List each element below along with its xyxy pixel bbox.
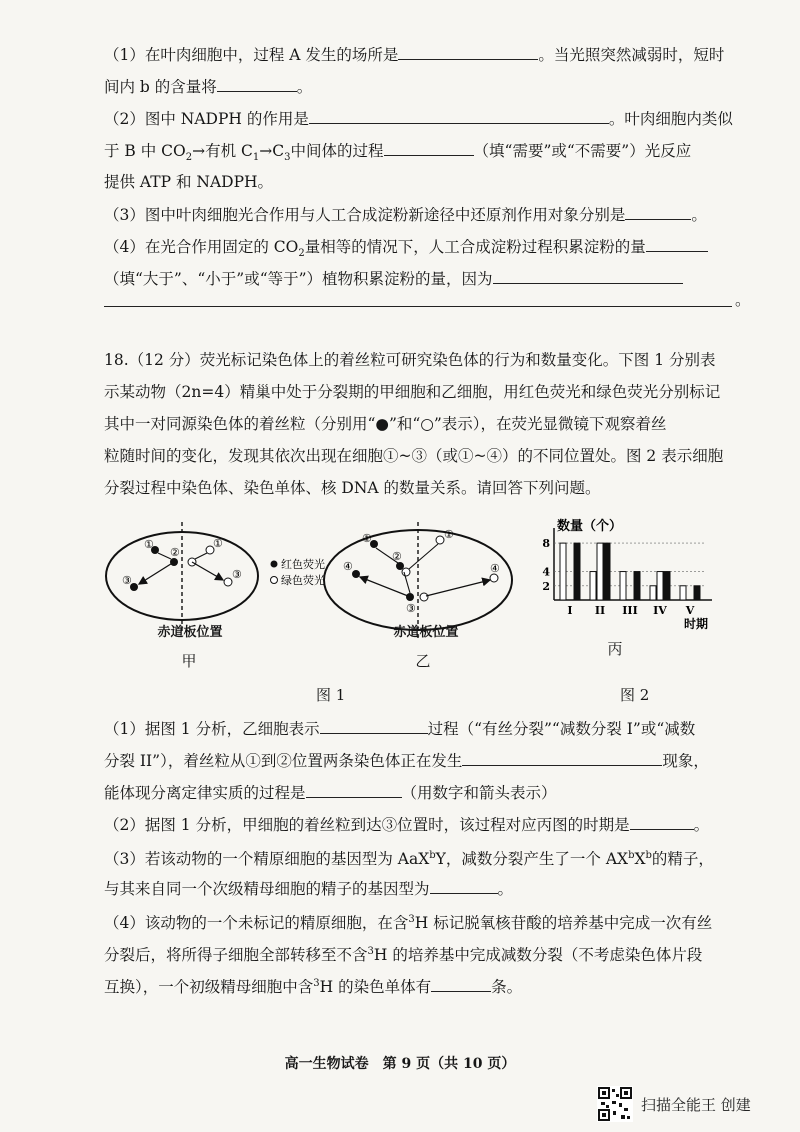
green-centromere	[224, 578, 232, 586]
answer-blank[interactable]	[430, 878, 498, 894]
qr-code-icon	[597, 1086, 633, 1122]
bar-核 DNA-II	[604, 543, 610, 600]
circled-4: ④	[490, 562, 500, 575]
figure-2-bar-chart	[536, 518, 746, 633]
exam-page: （1）在叶肉细胞中，过程 A 发生的场所是 。当光照突然减弱时，短时 间内 b 的含量将 。 （2）图中 NADPH 的作用是 。叶肉细胞内类似 于 B 中 $CO_2\to$有机 $C_1\to C_3$中间体的过程 （填“需要”或“不需要”）光反应 提供 ATP 和 NADPH。 （3）图中叶肉细胞光合作用与人工合成淀粉新途径中还原剂作用对象分别是 。 （4）在光合作用固定的 $CO_2$量相等的情况下，人工合成淀粉过程积累淀粉的量 （填“大于”、“小于”或“等于”）植物积累淀粉的量，因为 。 18.（12 分）荧光标记染色体上的着丝粒可研究染色体的行为和数量变化。下图 1 分别表 示某动物（2n=4）精巢中处于分裂期的甲细胞和乙细胞，用红色荧光和绿色荧光分别标记 其中一对同源染色体的着丝粒（分别用“●”和“○”表示），在荧光显微镜下观察着丝 粒随时间的变化，发现其依次出现在细胞①~③（或①~④）的不同位置处。图 2 表示细胞 分裂过程中染色体、染色单体、核 DNA 的数量关系。请回答下列问题。 ① ② ③ ① ③ 红色荧光 绿色荧光 ① ① ② ③ ④ ④ 赤道板位置 赤道板位置 甲 乙 数量（个） 2 4 8 I II III IV V 时期 丙 图 1 图 2 （1）据图 1 分析，乙细胞表示 过程（“有丝分裂”“减数分裂 I”或“减数 分裂 II”），着丝粒从①到②位置两条染色体正在发生 现象， 能体现分离定律实质的过程是 （用数字和箭头表示） （2）据图 1 分析，甲细胞的着丝粒到达③位置时，该过程对应丙图的时期是 。 （3）若该动物的一个精原细胞的基因型为 AaX$^b$Y，减数分裂产生了一个 $AX^bX^b$的精子， 与其来自同一个次级精母细胞的精子的基因型为 。 （4）该动物的一个未标记的精原细胞，在含$^3$H 标记脱氧核苷酸的培养基中完成一次有丝 分裂后，将所得子细胞全部转移至不含$^3$H 的培养基中完成减数分裂（不考虑染色体片段 互换），一个初级精母细胞中含$^3$H 的染色单体有 条。 高一生物试卷 第 9 页（共 10 页） 扫描全能王 创建	[0, 0, 800, 1132]
q18-intro-line2: 示某动物（2n=4）精巢中处于分裂期的甲细胞和乙细胞，用红色荧光和绿色荧光分别标记	[104, 383, 721, 401]
x-tick-label: II	[594, 604, 606, 617]
red-centromere	[352, 570, 360, 578]
x-tick-label: III	[622, 604, 638, 617]
q17-part3-line1: （3）图中叶肉细胞光合作用与人工合成淀粉新途径中还原剂作用对象分别是 。	[104, 206, 707, 224]
answer-blank[interactable]	[493, 268, 683, 284]
circled-1: ①	[444, 528, 454, 541]
answer-blank[interactable]	[625, 204, 691, 220]
q18-part1-line3: 能体现分离定律实质的过程是 （用数字和箭头表示）	[104, 784, 557, 802]
q17-part2-line1: （2）图中 NADPH 的作用是 。叶肉细胞内类似	[104, 110, 733, 128]
cell-yi-label: 乙	[415, 652, 431, 670]
chart-title: 数量（个）	[557, 519, 623, 534]
figure-1-caption: 图 1	[316, 686, 346, 704]
answer-blank[interactable]	[431, 976, 491, 992]
answer-blank[interactable]	[398, 44, 538, 60]
q18-part1-line1: （1）据图 1 分析，乙细胞表示 过程（“有丝分裂”“减数分裂 I”或“减数	[104, 720, 696, 738]
page-footer: 高一生物试卷 第 9 页（共 10 页）	[284, 1056, 516, 1072]
equator-label-yi: 赤道板位置	[393, 625, 459, 640]
cell-bing-label: 丙	[607, 640, 623, 658]
circled-2: ②	[392, 550, 402, 563]
q17-part4-line1: （4）在光合作用固定的 $CO_2$量相等的情况下，人工合成淀粉过程积累淀粉的量	[104, 236, 764, 264]
legend-green-label: 绿色荧光	[281, 574, 325, 587]
y-tick-label: 2	[542, 579, 550, 593]
answer-blank[interactable]	[646, 236, 708, 252]
q18-intro-line4: 粒随时间的变化，发现其依次出现在细胞①~③（或①~④）的不同位置处。图 2 表示细胞	[104, 447, 724, 465]
circled-3: ③	[122, 574, 132, 587]
q18-intro-line5: 分裂过程中染色体、染色单体、核 DNA 的数量关系。请回答下列问题。	[104, 479, 601, 497]
bar-染色体-IV	[650, 586, 656, 600]
watermark-text: 扫描全能王 创建	[641, 1095, 751, 1114]
circled-2: ②	[170, 546, 180, 559]
green-centromere	[420, 593, 428, 601]
legend-green-dot	[271, 577, 278, 584]
answer-blank[interactable]	[306, 782, 402, 798]
legend-red-label: 红色荧光	[281, 558, 325, 571]
bar-染色体-III	[620, 572, 626, 600]
green-centromere	[436, 536, 444, 544]
q17-part4-line2: （填“大于”、“小于”或“等于”）植物积累淀粉的量，因为	[104, 268, 764, 289]
y-tick-label: 8	[542, 537, 550, 551]
x-tick-label: IV	[653, 604, 667, 617]
answer-blank[interactable]	[384, 140, 474, 156]
y-tick-label: 4	[542, 565, 550, 579]
circled-4: ④	[343, 560, 353, 573]
bar-核 DNA-I	[574, 543, 580, 600]
figure-2-caption: 图 2	[620, 686, 650, 704]
scanner-watermark	[597, 1086, 751, 1122]
circled-1: ①	[144, 538, 154, 551]
q18-part4-line2: 分裂后，将所得子细胞全部转移至不含$^3$H 的培养基中完成减数分裂（不考虑染色体片段	[104, 946, 703, 965]
red-centromere	[406, 593, 414, 601]
q18-part2-line1: （2）据图 1 分析，甲细胞的着丝粒到达③位置时，该过程对应丙图的时期是 。	[104, 816, 710, 834]
equator-label-jia: 赤道板位置	[157, 625, 223, 640]
circled-3: ③	[406, 602, 416, 615]
answer-line[interactable]	[104, 306, 732, 307]
answer-blank[interactable]	[630, 814, 694, 830]
circled-1: ①	[213, 537, 223, 550]
green-centromere	[402, 568, 410, 576]
q18-part3-line1: （3）若该动物的一个精原细胞的基因型为 AaX$^b$Y，减数分裂产生了一个 $AX^bX^b$的精子，	[104, 850, 714, 869]
x-axis-label: 时期	[683, 617, 708, 631]
answer-blank[interactable]	[309, 108, 609, 124]
bar-核 DNA-V	[694, 586, 700, 600]
q17-part2-line3: 提供 ATP 和 NADPH。	[104, 173, 274, 191]
circled-1: ①	[362, 532, 372, 545]
answer-blank[interactable]	[217, 76, 297, 92]
cell-jia-label: 甲	[181, 652, 197, 670]
q17-part1-line2: 间内 b 的含量将 。	[104, 78, 313, 96]
x-tick-label: V	[685, 604, 695, 617]
q18-part4-line3: 互换），一个初级精母细胞中含$^3$H 的染色单体有 条。	[104, 978, 523, 997]
q18-intro-line3: 其中一对同源染色体的着丝粒（分别用“●”和“○”表示），在荧光显微镜下观察着丝	[104, 415, 667, 433]
bar-染色单体-II	[597, 543, 603, 600]
answer-blank[interactable]	[320, 718, 428, 734]
bar-染色体-V	[680, 586, 686, 600]
bar-染色体-II	[590, 572, 596, 600]
q17-part1-line1: （1）在叶肉细胞中，过程 A 发生的场所是 。当光照突然减弱时，短时	[104, 46, 725, 64]
q18-part4-line1: （4）该动物的一个未标记的精原细胞，在含$^3$H 标记脱氧核苷酸的培养基中完成一次有丝	[104, 914, 713, 933]
legend-red-dot	[271, 561, 278, 568]
q18-part3-line2: 与其来自同一个次级精母细胞的精子的基因型为 。	[104, 880, 514, 898]
x-tick-label: I	[567, 604, 573, 617]
q18-part1-line2: 分裂 II”），着丝粒从①到②位置两条染色体正在发生 现象，	[104, 752, 709, 770]
q17-part2-line2: 于 B 中 $CO_2\to$有机 $C_1\to C_3$中间体的过程 （填“需要”或“不需要”）光反应	[104, 142, 692, 164]
bar-染色体-I	[560, 543, 566, 600]
bar-核 DNA-III	[634, 572, 640, 600]
answer-blank[interactable]	[462, 750, 662, 766]
bar-核 DNA-IV	[664, 572, 670, 600]
red-centromere	[396, 562, 404, 570]
circled-3: ③	[232, 568, 242, 581]
bar-染色单体-IV	[657, 572, 663, 600]
q18-intro-line1: 18.（12 分）荧光标记染色体上的着丝粒可研究染色体的行为和数量变化。下图 1 分别表	[104, 351, 716, 369]
green-centromere	[490, 574, 498, 582]
